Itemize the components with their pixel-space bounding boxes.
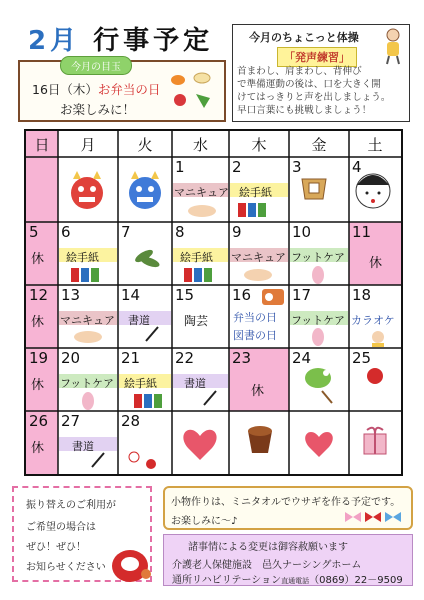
daruma-icon <box>108 540 156 584</box>
day-number: 3 <box>292 158 302 176</box>
day-cell <box>349 285 401 348</box>
day-cell <box>118 348 172 411</box>
day-number: 19 <box>29 349 49 367</box>
event-label: 書道 <box>184 377 206 390</box>
day-cell <box>172 222 229 285</box>
craft-line: 小物作りは、ミニタオルでウサギを作る予定です。 <box>171 497 401 508</box>
note-line: ご希望の場合は <box>26 522 96 533</box>
craft-line: お楽しみに～♪ <box>171 516 238 527</box>
closed-label: 休 <box>31 252 45 267</box>
phone-number: （0869）22－9509 <box>309 575 403 586</box>
event-label: 陶芸 <box>184 314 209 328</box>
event-label: 弁当の日 <box>233 311 277 324</box>
day-cell <box>118 411 172 474</box>
day-number: 21 <box>121 349 141 367</box>
day-cell <box>289 222 349 285</box>
note-line: お知らせください <box>26 562 106 573</box>
day-number: 11 <box>352 223 372 241</box>
chocolate-icon <box>248 426 272 453</box>
day-number: 10 <box>292 223 312 241</box>
oni-red-icon <box>71 171 103 209</box>
note-line: ぜひ！ぜひ！ <box>26 542 86 553</box>
weekday-tue: 火 <box>137 136 153 154</box>
event-label: フットケア <box>291 251 346 264</box>
event-label: カラオケ <box>351 314 395 327</box>
event-label: フットケア <box>291 314 346 327</box>
day-number: 20 <box>61 349 81 367</box>
exercise-line: 首まわし、肩まわし、背伸び <box>237 66 362 77</box>
weekday-sun: 日 <box>34 136 50 154</box>
day-cell <box>229 348 289 411</box>
day-cell <box>58 285 118 348</box>
closed-label: 休 <box>31 315 45 330</box>
event-label: 書道 <box>72 440 94 453</box>
event-label: 絵手紙 <box>66 251 99 264</box>
day-cell <box>289 348 349 411</box>
day-cell <box>26 348 58 411</box>
event-label: 絵手紙 <box>239 186 272 199</box>
day-number: 23 <box>232 349 252 367</box>
weekday-fri: 金 <box>311 136 327 154</box>
monthly-highlight-box <box>18 60 226 122</box>
page-title <box>28 20 213 57</box>
day-number: 12 <box>29 286 49 304</box>
exercise-person-icon <box>379 27 407 65</box>
title-label: 行事予定 <box>93 26 214 56</box>
event-label: 絵手紙 <box>180 251 213 264</box>
day-number: 28 <box>121 412 141 430</box>
weekday-wed: 水 <box>192 136 208 154</box>
day-cell <box>26 222 58 285</box>
day-number: 4 <box>352 158 362 176</box>
day-number: 6 <box>61 223 71 241</box>
day-cell <box>172 348 229 411</box>
day-number: 22 <box>175 349 195 367</box>
event-label: マニキュア <box>231 251 286 264</box>
ribbon-icon <box>343 508 403 526</box>
highlight-date: 16日（木） <box>32 82 98 97</box>
day-cell <box>229 222 289 285</box>
day-number: 16 <box>232 286 252 304</box>
closed-label: 休 <box>31 441 45 456</box>
day-cell <box>349 157 401 222</box>
day-number: 8 <box>175 223 185 241</box>
event-label: 絵手紙 <box>124 377 157 390</box>
gift-icon <box>364 428 386 454</box>
highlight-label: 今月の目玉 <box>60 56 132 75</box>
calendar-grid <box>24 129 403 476</box>
closed-label: 休 <box>369 256 383 271</box>
vegetables-icon <box>166 68 218 112</box>
day-number: 5 <box>29 223 39 241</box>
day-number: 24 <box>292 349 312 367</box>
event-label: フットケア <box>60 377 115 390</box>
contact-line <box>172 571 403 586</box>
day-number: 14 <box>121 286 141 304</box>
day-number: 13 <box>61 286 81 304</box>
day-number: 2 <box>232 158 242 176</box>
day-number: 15 <box>175 286 195 304</box>
highlight-date-line <box>32 80 160 98</box>
closed-label: 休 <box>251 384 265 399</box>
event-label: 図書の日 <box>233 329 277 342</box>
day-number: 9 <box>232 223 242 241</box>
day-cell <box>289 285 349 348</box>
day-cell <box>172 157 229 222</box>
exercise-line: 早口言葉にも挑戦しましょう！ <box>237 105 372 116</box>
day-cell <box>26 285 58 348</box>
day-cell <box>229 285 289 348</box>
event-label: 書道 <box>128 314 150 327</box>
weekday-sat: 土 <box>367 136 383 154</box>
weekday-thu: 木 <box>251 136 267 154</box>
day-number: 26 <box>29 412 49 430</box>
day-cell <box>118 222 172 285</box>
disclaimer-text: 諸事情による変更は御容赦願います <box>188 542 348 553</box>
day-cell <box>58 222 118 285</box>
event-label: マニキュア <box>174 186 229 199</box>
closed-label: 休 <box>31 378 45 393</box>
weekday-mon: 月 <box>80 136 96 154</box>
day-number: 27 <box>61 412 81 430</box>
exercise-name: 「発声練習」 <box>277 47 357 67</box>
phone-label: 直通電話 <box>281 577 310 585</box>
service-name: 通所リハビリテーション <box>172 575 282 586</box>
day-cell <box>349 348 401 411</box>
highlight-event: お弁当の日 <box>97 82 161 97</box>
facility-name: 介護老人保健施設 邑久ナーシングホーム <box>172 560 362 571</box>
oni-blue-icon <box>129 171 161 209</box>
day-cell <box>58 411 118 474</box>
note-line: 振り替えのご利用が <box>26 500 116 511</box>
event-label: マニキュア <box>60 314 115 327</box>
day-cell <box>26 411 58 474</box>
day-number: 18 <box>352 286 372 304</box>
day-cell <box>229 157 289 222</box>
month-label: 2月 <box>28 26 81 56</box>
day-cell <box>349 222 401 285</box>
day-number: 17 <box>292 286 312 304</box>
highlight-message: お楽しみに！ <box>60 102 136 117</box>
exercise-line: で準備運動の後は、口を大きく開 <box>237 79 381 90</box>
exercise-title: 今月のちょこっと体操 <box>249 31 359 44</box>
day-number: 25 <box>352 349 372 367</box>
day-number: 7 <box>121 223 131 241</box>
craft-note <box>163 486 413 530</box>
day-cell <box>118 285 172 348</box>
exercise-box <box>232 24 410 122</box>
facility-footer <box>163 534 413 586</box>
day-number: 1 <box>175 158 185 176</box>
day-cell <box>289 157 349 222</box>
day-cell <box>172 285 229 348</box>
exercise-line: けてはっきりと声を出しましょう。 <box>237 92 391 103</box>
day-cell <box>58 348 118 411</box>
exercise-description <box>237 65 407 117</box>
